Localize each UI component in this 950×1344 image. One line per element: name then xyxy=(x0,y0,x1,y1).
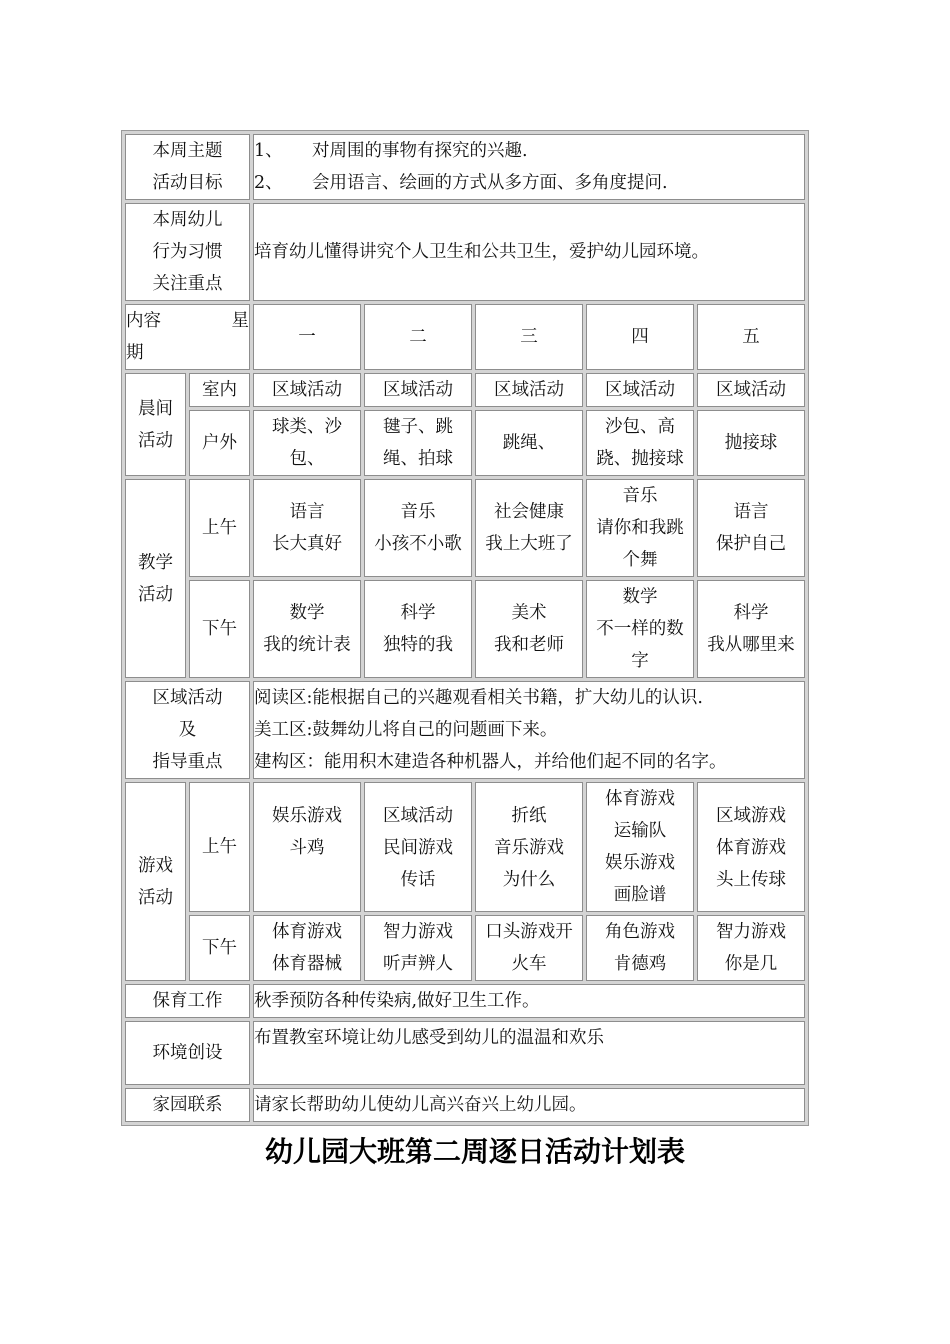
cell-line: 包、 xyxy=(289,449,325,469)
cell-line: 听声辨人 xyxy=(383,954,453,974)
morning-label-line: 活动 xyxy=(138,430,173,451)
area-guidance-line: 美工区:鼓舞幼儿将自己的问题画下来。 xyxy=(254,720,558,740)
cell-line: 口头游戏开 xyxy=(485,922,573,942)
cell-line: 我和老师 xyxy=(494,635,564,655)
cell-line: 保护自己 xyxy=(716,534,787,554)
cell-line: 画脸谱 xyxy=(613,885,667,905)
area-label-cell xyxy=(125,681,250,779)
environment-label: 环境创设 xyxy=(125,1021,250,1085)
cell-line: 不一样的数 xyxy=(596,619,684,639)
family-label: 家园联系 xyxy=(125,1088,250,1122)
family-text: 请家长帮助幼儿使幼儿高兴奋兴上幼儿园。 xyxy=(253,1088,805,1122)
habit-label-line: 关注重点 xyxy=(152,274,223,294)
teaching-label-line: 教学 xyxy=(138,552,173,573)
habit-text-cell: 培育幼儿懂得讲究个人卫生和公共卫生，爱护幼儿园环境。 xyxy=(253,203,805,301)
habit-label-cell xyxy=(125,203,250,301)
cell-line: 音乐 xyxy=(400,502,436,522)
header-corner-top xyxy=(126,305,249,337)
indoor-cell: 区域活动 xyxy=(586,373,694,407)
indoor-cell: 区域活动 xyxy=(364,373,472,407)
cell-line: 球类、沙 xyxy=(272,417,342,437)
cell-line: 数学 xyxy=(289,603,325,623)
games-am-cell xyxy=(586,782,694,912)
teaching-label-line: 活动 xyxy=(138,584,173,605)
teaching-am-cell xyxy=(364,479,472,577)
habit-label-line: 行为习惯 xyxy=(152,242,223,262)
day-header-thu: 四 xyxy=(586,304,694,370)
cell-line: 字 xyxy=(631,651,649,671)
cell-line: 我的统计表 xyxy=(263,635,351,655)
teaching-label-cell xyxy=(125,479,186,678)
corner-period-label: 期 xyxy=(126,343,144,363)
cell-line: 科学 xyxy=(733,603,769,623)
games-label-line: 活动 xyxy=(138,887,173,908)
games-pm-label: 下午 xyxy=(189,915,250,981)
cell-line: 美术 xyxy=(511,603,547,623)
care-text: 秋季预防各种传染病,做好卫生工作。 xyxy=(253,984,805,1018)
theme-label-line2: 活动目标 xyxy=(152,173,223,193)
games-label-cell xyxy=(125,782,186,981)
outdoor-cell xyxy=(697,410,805,476)
teaching-pm-cell xyxy=(697,580,805,678)
teaching-pm-label: 下午 xyxy=(189,580,250,678)
cell-line: 传话 xyxy=(400,870,436,890)
games-pm-cell xyxy=(697,915,805,981)
games-am-cell xyxy=(697,782,805,912)
cell-line: 你是几 xyxy=(724,954,778,974)
games-am-cell xyxy=(364,782,472,912)
cell-line: 体育游戏 xyxy=(605,789,675,809)
cell-line: 体育游戏 xyxy=(272,922,342,942)
cell-line: 个舞 xyxy=(622,550,658,570)
morning-label-cell xyxy=(125,373,186,476)
area-guidance-line: 阅读区:能根据自己的兴趣观看相关书籍，扩大幼儿的认识. xyxy=(254,688,703,708)
cell-line: 语言 xyxy=(289,502,325,522)
cell-line: 运输队 xyxy=(613,821,667,841)
games-am-cell xyxy=(253,782,361,912)
theme-goals-cell xyxy=(253,134,805,200)
cell-line: 语言 xyxy=(733,502,769,522)
care-label: 保育工作 xyxy=(125,984,250,1018)
goal-item xyxy=(254,167,804,199)
weekly-plan-table xyxy=(121,130,809,1126)
outdoor-label: 户外 xyxy=(189,410,250,476)
corner-content-label: 内容 xyxy=(126,311,161,331)
teaching-am-cell xyxy=(475,479,583,577)
cell-line: 区域活动 xyxy=(383,806,453,826)
cell-line: 数学 xyxy=(622,587,658,607)
cell-line: 长大真好 xyxy=(272,534,342,554)
cell-line: 毽子、跳 xyxy=(383,417,453,437)
cell-line: 绳、拍球 xyxy=(383,449,453,469)
morning-label-line: 晨间 xyxy=(138,398,173,419)
cell-line: 小孩不小歌 xyxy=(374,534,462,554)
goal-item xyxy=(254,135,804,167)
cell-line: 民间游戏 xyxy=(383,838,453,858)
cell-line: 智力游戏 xyxy=(716,922,787,942)
games-label-line: 游戏 xyxy=(138,855,173,876)
day-header-wed: 三 xyxy=(475,304,583,370)
teaching-pm-cell xyxy=(475,580,583,678)
header-corner-cell xyxy=(125,304,250,370)
outdoor-cell xyxy=(586,410,694,476)
theme-label-cell xyxy=(125,134,250,200)
habit-label-line: 本周幼儿 xyxy=(152,210,223,230)
area-label-line: 区域活动 xyxy=(152,688,223,708)
cell-line: 体育器械 xyxy=(272,954,342,974)
area-guidance-line: 建构区：能用积木建造各种机器人，并给他们起不同的名字。 xyxy=(254,752,727,772)
indoor-cell: 区域活动 xyxy=(697,373,805,407)
day-header-fri: 五 xyxy=(697,304,805,370)
day-header-tue: 二 xyxy=(364,304,472,370)
cell-line: 科学 xyxy=(400,603,436,623)
indoor-cell: 区域活动 xyxy=(253,373,361,407)
cell-line: 肯德鸡 xyxy=(613,954,667,974)
cell-line: 社会健康 xyxy=(494,502,564,522)
cell-line: 音乐 xyxy=(622,486,658,506)
games-pm-cell xyxy=(253,915,361,981)
cell-line: 独特的我 xyxy=(383,635,453,655)
goal-text: 会用语言、绘画的方式从多方面、多角度提问. xyxy=(312,173,668,193)
games-pm-cell xyxy=(586,915,694,981)
games-pm-cell xyxy=(475,915,583,981)
goal-number: 1、 xyxy=(254,141,283,161)
cell-line: 斗鸡 xyxy=(289,838,325,858)
teaching-am-cell xyxy=(697,479,805,577)
corner-weekday-label: 星 xyxy=(231,311,249,331)
games-pm-cell xyxy=(364,915,472,981)
teaching-pm-cell xyxy=(586,580,694,678)
cell-line: 沙包、高 xyxy=(605,417,675,437)
cell-line: 娱乐游戏 xyxy=(272,806,342,826)
goal-number: 2、 xyxy=(254,173,283,193)
cell-line: 折纸 xyxy=(511,806,547,826)
cell-line: 区域游戏 xyxy=(716,806,787,826)
cell-line: 为什么 xyxy=(502,870,556,890)
teaching-pm-cell xyxy=(364,580,472,678)
cell-line: 智力游戏 xyxy=(383,922,453,942)
teaching-am-cell xyxy=(586,479,694,577)
outdoor-cell xyxy=(364,410,472,476)
cell-line: 跳绳、 xyxy=(502,433,556,453)
teaching-am-label: 上午 xyxy=(189,479,250,577)
cell-line: 请你和我跳 xyxy=(596,518,684,538)
cell-line: 音乐游戏 xyxy=(494,838,564,858)
area-label-line: 指导重点 xyxy=(152,752,223,772)
indoor-cell: 区域活动 xyxy=(475,373,583,407)
teaching-am-cell xyxy=(253,479,361,577)
area-guidance-cell xyxy=(253,681,805,779)
games-am-cell xyxy=(475,782,583,912)
indoor-label: 室内 xyxy=(189,373,250,407)
day-header-mon: 一 xyxy=(253,304,361,370)
cell-line: 我从哪里来 xyxy=(707,635,795,655)
cell-line: 跷、抛接球 xyxy=(596,449,684,469)
teaching-pm-cell xyxy=(253,580,361,678)
cell-line: 体育游戏 xyxy=(716,838,787,858)
cell-line: 娱乐游戏 xyxy=(605,853,675,873)
cell-line: 头上传球 xyxy=(716,870,787,890)
area-label-line: 及 xyxy=(178,720,197,740)
document-title: 幼儿园大班第二周逐日活动计划表 xyxy=(264,1135,685,1168)
outdoor-cell xyxy=(253,410,361,476)
goal-text: 对周围的事物有探究的兴趣. xyxy=(312,141,528,161)
theme-label-line1: 本周主题 xyxy=(152,141,223,161)
outdoor-cell xyxy=(475,410,583,476)
cell-line: 角色游戏 xyxy=(605,922,675,942)
games-am-label: 上午 xyxy=(189,782,250,912)
cell-line: 我上大班了 xyxy=(485,534,573,554)
environment-text: 布置教室环境让幼儿感受到幼儿的温温和欢乐 xyxy=(253,1021,805,1085)
cell-line: 抛接球 xyxy=(724,433,778,453)
cell-line: 火车 xyxy=(511,954,547,974)
